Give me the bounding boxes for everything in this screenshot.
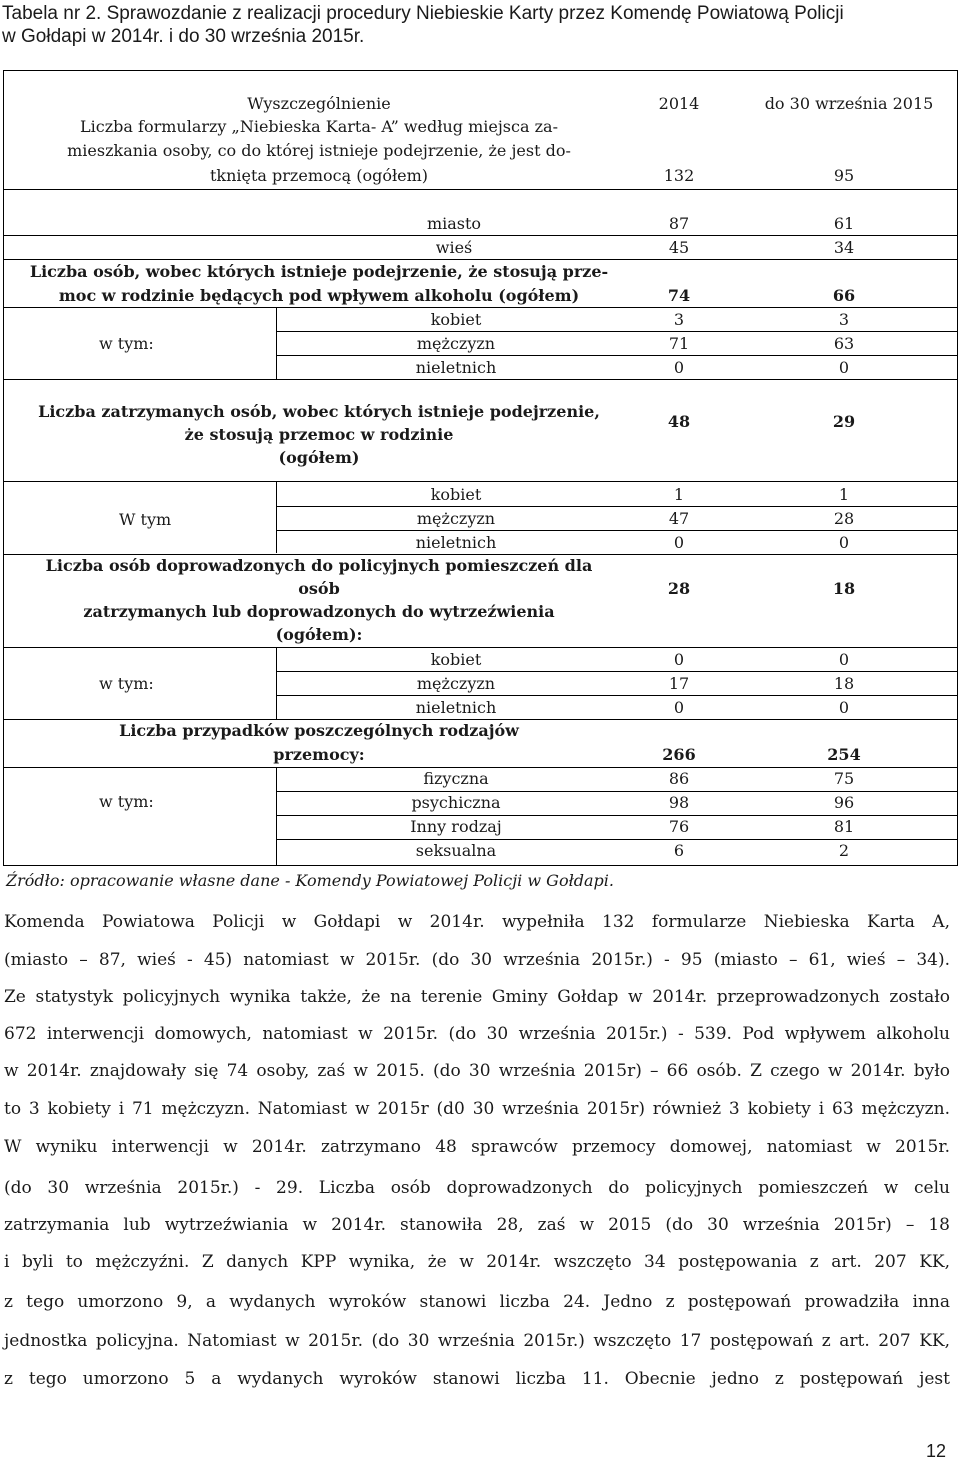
- divider: [4, 189, 957, 190]
- sec3-row-2014: 0: [673, 533, 685, 552]
- sec5-row-label: fizyczna: [423, 769, 489, 788]
- sec5-row-2015: 2: [838, 841, 850, 860]
- sec3-wtym-label: W tym: [119, 510, 172, 529]
- divider: [4, 379, 957, 380]
- sec4-row-2014: 0: [673, 650, 685, 669]
- divider: [276, 331, 957, 332]
- caption-line-2: w Gołdapi w 2014r. i do 30 września 2015r.: [2, 26, 365, 47]
- sec1-title-line3: tknięta przemocą (ogółem): [209, 166, 429, 185]
- divider: [276, 355, 957, 356]
- sec1-row-label: miasto: [426, 214, 482, 233]
- body-line: Komenda Powiatowa Policji w Gołdapi w 2014r. wypełniła 132 formularze Niebieska Karta A,: [4, 912, 950, 932]
- sec1-title-line2: mieszkania osoby, co do której istnieje podejrzenie, że jest do-: [67, 141, 571, 160]
- divider: [4, 259, 957, 260]
- sec1-value-2015: 95: [833, 166, 855, 185]
- divider: [4, 235, 957, 236]
- page-number: 12: [925, 1441, 946, 1461]
- sec3-value-2015: 29: [832, 412, 856, 431]
- sec5-wtym-label: w tym:: [99, 792, 154, 811]
- sec1-title-line1: Liczba formularzy „Niebieska Karta- A” według miejsca za-: [80, 117, 558, 136]
- sec5-value-2014: 266: [662, 745, 696, 764]
- sec4-title-line1: Liczba osób doprowadzonych do policyjnych pomieszczeń dla: [45, 556, 593, 575]
- sec2-value-2014: 74: [667, 286, 691, 305]
- sec3-title-line2: że stosują przemoc w rodzinie: [184, 425, 454, 444]
- table-caption: [2, 2, 952, 48]
- divider: [276, 530, 957, 531]
- sec2-row-label: nieletnich: [415, 358, 497, 377]
- sec5-row-2015: 81: [833, 817, 855, 836]
- sec1-row-label: wieś: [435, 238, 473, 257]
- sec2-row-2014: 0: [673, 358, 685, 377]
- sec1-row-2015: 61: [833, 214, 855, 233]
- caption-line-1: Tabela nr 2. Sprawozdanie z realizacji procedury Niebieskie Karty przez Komendę Powiatową Policji: [2, 3, 844, 24]
- sec2-row-label: mężczyzn: [416, 334, 496, 353]
- sec2-row-2015: 63: [833, 334, 855, 353]
- sec3-row-2015: 1: [838, 485, 850, 504]
- sec5-title-line2: przemocy:: [273, 745, 365, 764]
- sec3-row-label: mężczyzn: [416, 509, 496, 528]
- sec5-row-2014: 98: [668, 793, 690, 812]
- header-2014: 2014: [658, 94, 700, 113]
- body-line: w 2014r. znajdowały się 74 osoby, zaś w 2015. (do 30 września 2015r) – 66 osób. Z czego w 2014r. było: [4, 1061, 950, 1081]
- sec2-row-2015: 0: [838, 358, 850, 377]
- sec5-row-label: psychiczna: [411, 793, 501, 812]
- body-line: W wyniku interwencji w 2014r. zatrzymano 48 sprawców przemocy domowej, natomiast w 2015r.: [4, 1137, 950, 1157]
- sec1-row-2015: 34: [833, 238, 855, 257]
- sec3-row-2014: 47: [668, 509, 690, 528]
- sec4-wtym-label: w tym:: [99, 674, 154, 693]
- sec5-row-2014: 76: [668, 817, 690, 836]
- sec4-row-label: kobiet: [430, 650, 482, 669]
- body-line: jednostka policyjna. Natomiast w 2015r. (do 30 września 2015r.) wszczęto 17 postępowań z art. 207 KK,: [4, 1331, 950, 1351]
- statistics-table: [3, 70, 958, 866]
- sec4-value-2015: 18: [832, 579, 856, 598]
- body-line: 672 interwencji domowych, natomiast w 2015r. (do 30 września 2015r.) - 539. Pod wpływem alkoholu: [4, 1024, 950, 1044]
- body-line: zatrzymania lub wytrzeźwiania w 2014r. stanowiła 28, zaś w 2015 (do 30 września 2015r) – 18: [4, 1215, 950, 1235]
- sec2-row-2015: 3: [838, 310, 850, 329]
- sec5-row-label: Inny rodzaj: [410, 817, 502, 836]
- sec5-row-label: seksualna: [415, 841, 497, 860]
- sec5-row-2014: 6: [673, 841, 685, 860]
- sec3-title-line3: (ogółem): [278, 448, 360, 467]
- header-label: Wyszczególnienie: [247, 94, 391, 113]
- sec1-value-2014: 132: [663, 166, 695, 185]
- sec3-value-2014: 48: [667, 412, 691, 431]
- body-line: Ze statystyk policyjnych wynika także, że na terenie Gminy Gołdap w 2014r. przeprowadzonych zostało: [4, 987, 950, 1007]
- divider: [4, 481, 957, 482]
- divider: [4, 865, 957, 866]
- sec4-row-2015: 0: [838, 650, 850, 669]
- sec4-title-line4: (ogółem):: [275, 625, 363, 644]
- sec4-title-line2: osób: [298, 579, 340, 598]
- body-line: z tego umorzono 5 a wydanych wyroków stanowi liczba 11. Obecnie jedno z postępowań jest: [4, 1369, 950, 1389]
- body-line: i byli to mężczyźni. Z danych KPP wynika, że w 2014r. wszczęto 34 postępowania z art. 207 KK,: [4, 1252, 950, 1272]
- divider: [276, 695, 957, 696]
- divider: [276, 506, 957, 507]
- divider: [276, 671, 957, 672]
- sec2-title-line1: Liczba osób, wobec których istnieje podejrzenie, że stosują prze-: [29, 262, 609, 281]
- sec2-title-line2: moc w rodzinie będących pod wpływem alkoholu (ogółem): [58, 286, 580, 305]
- divider: [4, 647, 957, 648]
- sec4-row-2014: 17: [668, 674, 690, 693]
- sec4-value-2014: 28: [667, 579, 691, 598]
- sec3-row-label: nieletnich: [415, 533, 497, 552]
- sec1-row-2014: 87: [668, 214, 690, 233]
- sec3-row-2015: 28: [833, 509, 855, 528]
- sec2-row-label: kobiet: [430, 310, 482, 329]
- sec1-row-2014: 45: [668, 238, 690, 257]
- body-line: z tego umorzono 9, a wydanych wyroków stanowi liczba 24. Jedno z postępowań prowadziła inna: [4, 1292, 950, 1312]
- sec5-title-line1: Liczba przypadków poszczególnych rodzajów: [119, 721, 519, 740]
- sec3-row-label: kobiet: [430, 485, 482, 504]
- sec5-value-2015: 254: [827, 745, 861, 764]
- sec4-row-2015: 18: [833, 674, 855, 693]
- body-line: (do 30 września 2015r.) - 29. Liczba osób doprowadzonych do policyjnych pomieszczeń w celu: [4, 1178, 950, 1198]
- source-note: Źródło: opracowanie własne dane - Komendy Powiatowej Policji w Gołdapi.: [6, 871, 614, 890]
- sec4-row-label: nieletnich: [415, 698, 497, 717]
- sec4-title-line3: zatrzymanych lub doprowadzonych do wytrzeźwienia: [83, 602, 555, 621]
- header-2015: do 30 września 2015: [764, 94, 934, 113]
- sec4-row-2014: 0: [673, 698, 685, 717]
- sec2-wtym-label: w tym:: [99, 334, 154, 353]
- sec5-row-2015: 75: [833, 769, 855, 788]
- sec5-row-2014: 86: [668, 769, 690, 788]
- divider: [4, 307, 957, 308]
- sec3-title-line1: Liczba zatrzymanych osób, wobec których istnieje podejrzenie,: [38, 402, 600, 421]
- body-line: (miasto – 87, wieś - 45) natomiast w 2015r. (do 30 września 2015r.) - 95 (miasto – 61, wieś – 34).: [4, 950, 950, 970]
- sec2-value-2015: 66: [832, 286, 856, 305]
- sec4-row-label: mężczyzn: [416, 674, 496, 693]
- sec2-row-2014: 71: [668, 334, 690, 353]
- sec3-row-2015: 0: [838, 533, 850, 552]
- sec4-row-2015: 0: [838, 698, 850, 717]
- sec3-row-2014: 1: [673, 485, 685, 504]
- sec5-row-2015: 96: [833, 793, 855, 812]
- body-line: to 3 kobiety i 71 mężczyzn. Natomiast w 2015r (d0 30 września 2015r) również 3 kobiety i 63 mężczyzn.: [4, 1099, 950, 1119]
- sec2-row-2014: 3: [673, 310, 685, 329]
